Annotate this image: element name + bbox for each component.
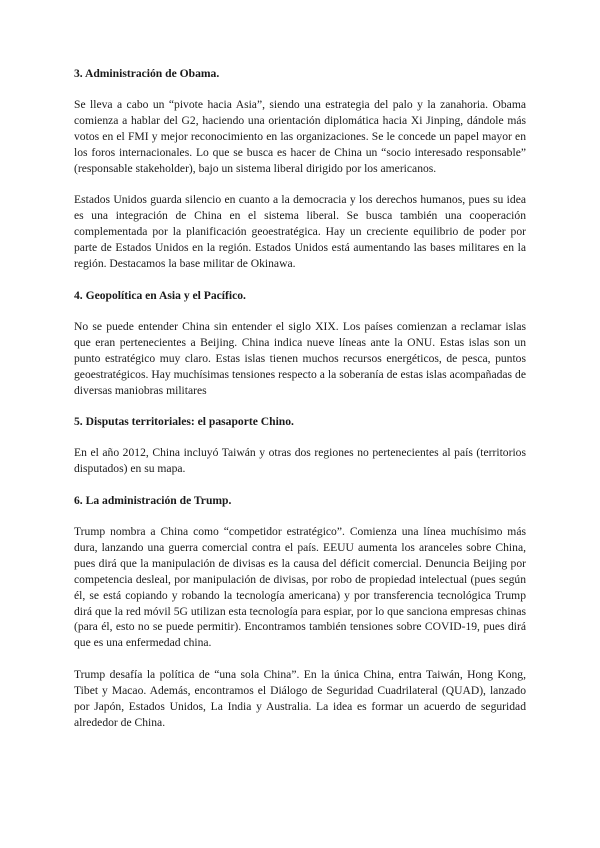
- section-heading: 3. Administración de Obama.: [74, 67, 220, 80]
- section-disputas: [74, 414, 526, 477]
- section-heading: 4. Geopolítica en Asia y el Pacífico.: [74, 288, 246, 302]
- paragraph: En el año 2012, China incluyó Taiwán y otras dos regiones no pertenecientes al país (territorios disputados) en su mapa.: [74, 446, 526, 476]
- paragraph: Trump nombra a China como “competidor estratégico”. Comienza una línea muchísimo más dura, lanzando una guerra comercial contra el país. EEUU aumenta los aranceles sobre China, pues dirá que la manipulación de divisas es la causa del déficit comercial. Denuncia Beijing por competencia desleal, por manipulación de divisas, por robo de propiedad intelectual (pues según él, se está copiando y robando la tecnología americana) y por transferencia tecnológica Trump dirá que la red móvil 5G utilizan esta tecnología para espiar, por lo que sanciona empresas chinas (para él, esto no se puede permitir). Encontramos también tensiones sobre COVID-19, pues dirá que es una enfermedad china.: [74, 525, 526, 650]
- section-heading: 5. Disputas territoriales: el pasaporte Chino.: [74, 415, 294, 429]
- paragraph: No se puede entender China sin entender el siglo XIX. Los países comienzan a reclamar islas que eran pertenecientes a Beijing. China indica nueve líneas ante la ONU. Estas islas son un punto estratégico muy claro. Estas islas tienen muchos recursos energéticos, de pesca, puntos geoestratégicos. Hay muchísimas tensiones respecto a la soberanía de estas islas acompañadas de diversas maniobras militares: [74, 319, 526, 397]
- section-heading: 6. La administración de Trump.: [74, 494, 232, 508]
- section-geopolitica: [74, 288, 526, 398]
- paragraph: Trump desafía la política de “una sola China”. En la única China, entra Taiwán, Hong Kong, Tibet y Macao. Además, encontramos el Diálogo de Seguridad Cuadrilateral (QUAD), lanzado por Japón, Estados Unidos, La India y Australia. La idea es formar un acuerdo de seguridad alrededor de China.: [74, 668, 526, 729]
- document-page: [74, 66, 526, 747]
- paragraph: Se lleva a cabo un “pivote hacia Asia”, siendo una estrategia del palo y la zanahoria. Obama comienza a hablar del G2, haciendo una orientación diplomática hacia Xi Jinping, dándole más votos en el FMI y mejor reconocimiento en las organizaciones. Se le concede un papel mayor en los foros internacionales. Lo que se busca es hacer de China un “socio interesado responsable” (responsable stakeholder), bajo un sistema liberal dirigido por los americanos.: [74, 97, 526, 175]
- section-trump: [74, 493, 526, 731]
- section-obama: [74, 66, 526, 272]
- paragraph: Estados Unidos guarda silencio en cuanto a la democracia y los derechos humanos, pues su idea es una integración de China en el sistema liberal. Se busca también una cooperación complementada por la planificación geoestratégica. Hay un creciente equilibrio de poder por parte de Estados Unidos en la región. Estados Unidos está aumentando las bases militares en la región. Destacamos la base militar de Okinawa.: [74, 193, 526, 271]
